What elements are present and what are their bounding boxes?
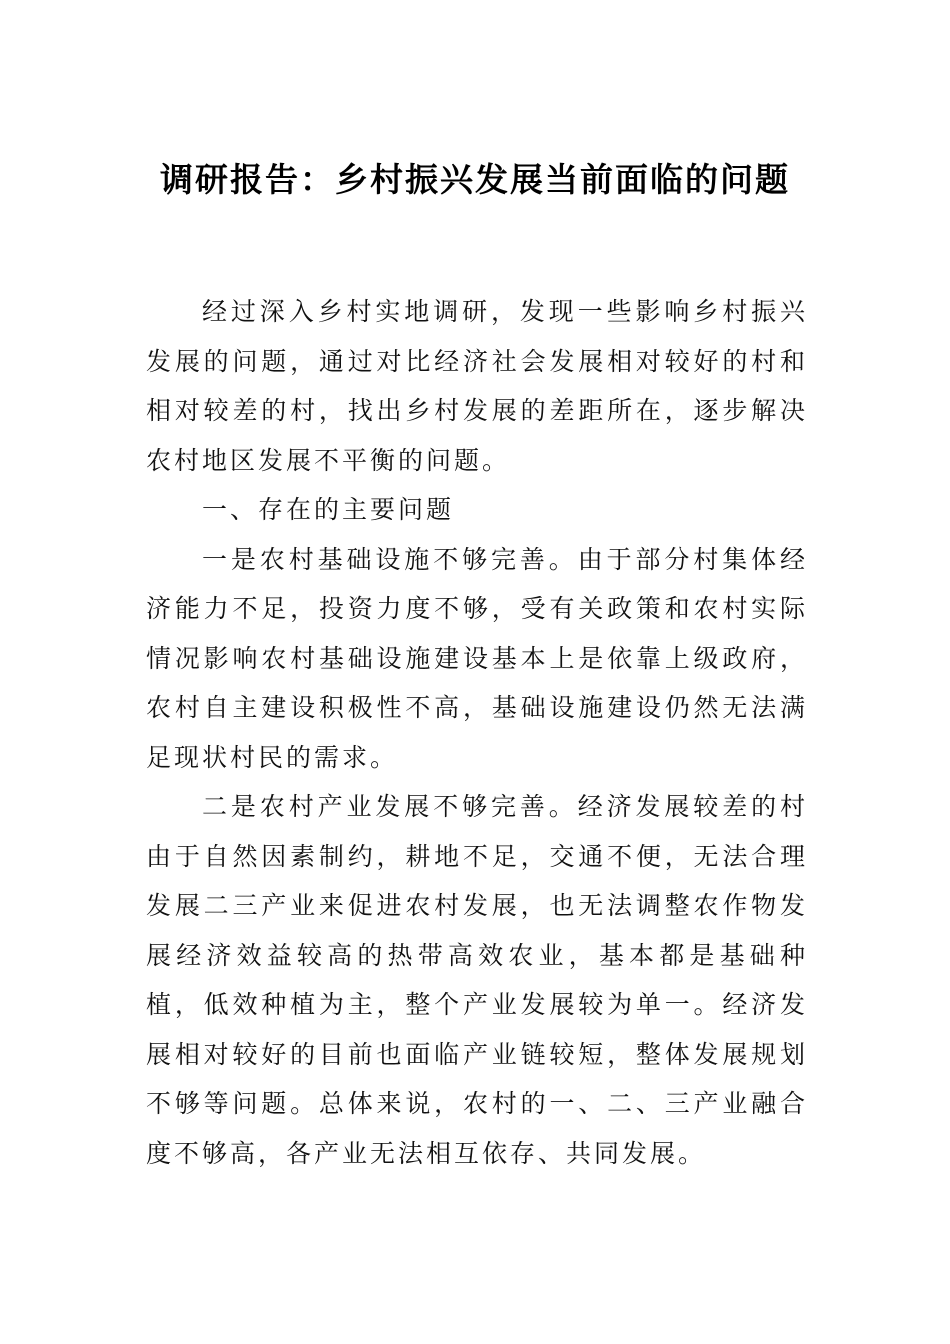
- problem-paragraph-infrastructure: 一是农村基础设施不够完善。由于部分村集体经济能力不足，投资力度不够，受有关政策和农村实际情况影响农村基础设施建设基本上是依靠上级政府，农村自主建设积极性不高，基础设施建设仍然无法满足现状村民的需求。: [146, 544, 808, 772]
- section-heading-main-problems: 一、存在的主要问题: [202, 495, 455, 524]
- document-body: [146, 287, 808, 1178]
- problem-paragraph-industry: 二是农村产业发展不够完善。经济发展较差的村由于自然因素制约，耕地不足，交通不便，无法合理发展二三产业来促进农村发展，也无法调整农作物发展经济效益较高的热带高效农业，基本都是基础种植，低效种植为主，整个产业发展较为单一。经济发展相对较好的目前也面临产业链较短，整体发展规划不够等问题。总体来说，农村的一、二、三产业融合度不够高，各产业无法相互依存、共同发展。: [146, 792, 808, 1168]
- intro-paragraph: 经过深入乡村实地调研，发现一些影响乡村振兴发展的问题，通过对比经济社会发展相对较好的村和相对较差的村，找出乡村发展的差距所在，逐步解决农村地区发展不平衡的问题。: [146, 297, 808, 475]
- document-title: 调研报告：乡村振兴发展当前面临的问题: [160, 160, 790, 199]
